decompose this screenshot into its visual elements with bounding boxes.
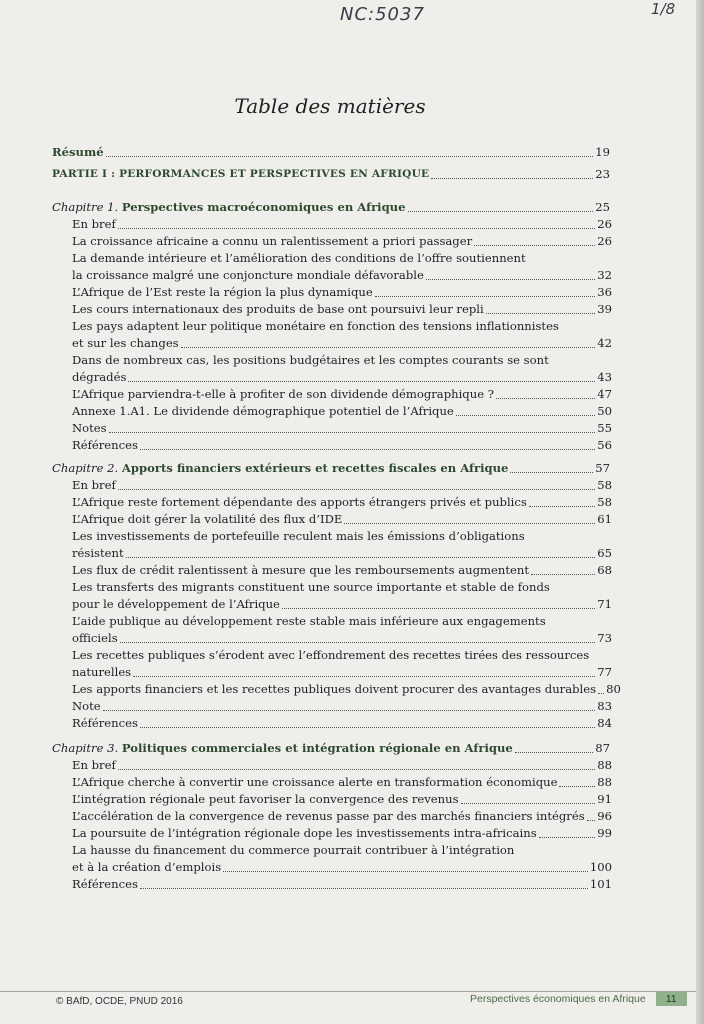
footer-publication [470, 992, 687, 1006]
footer-page-number: 11 [656, 992, 687, 1006]
toc-chapter-1-item-5-page: 39 [597, 302, 612, 316]
toc-chapter-2-item-6-label-line1: Les transferts des migrants constituent une source importante et stable de fonds [72, 580, 550, 594]
toc-chapter-3-item-7-label: Références [72, 877, 138, 891]
toc-chapter-1-item-4-page: 36 [597, 285, 612, 299]
toc-chapter-3-number: Chapitre 3. [52, 741, 119, 755]
toc-chapter-1-item-7-leader [128, 381, 595, 382]
toc-chapter-3-item-5 [72, 825, 612, 842]
toc-chapter-1 [52, 199, 610, 216]
toc-chapter-1-item-3-label-line1: La demande intérieure et l’amélioration des conditions de l’offre soutiennent [72, 251, 526, 265]
toc-chapter-2-item-8-leader [133, 676, 595, 677]
toc-partie-1 [52, 166, 610, 183]
toc-chapter-3-item-3 [72, 791, 612, 808]
footer-copyright: © BAfD, OCDE, PNUD 2016 [56, 996, 183, 1007]
toc-chapter-3-item-6-line2 [72, 859, 612, 876]
toc-chapter-2-item-6 [72, 579, 612, 613]
toc-chapter-2-item-11-label: Références [72, 716, 138, 730]
toc-chapter-1-item-5 [72, 301, 612, 318]
toc-chapter-1-item-6-label-line2: et sur les changes [72, 336, 179, 350]
toc-chapter-3-item-6-leader [223, 871, 588, 872]
toc-partie-1-leader [431, 178, 593, 179]
toc-chapter-2-item-10 [72, 698, 612, 715]
toc-chapter-1-item-3 [72, 250, 612, 284]
toc-chapter-3-leader [515, 752, 593, 753]
toc-chapter-2-item-1-label: En bref [72, 478, 116, 492]
toc-chapter-1-item-11-page: 56 [597, 438, 612, 452]
toc-chapter-1-item-2-leader [474, 245, 595, 246]
toc-chapter-3-item-3-leader [461, 803, 596, 804]
toc-chapter-2-item-7-line2 [72, 630, 612, 647]
toc-chapter-1-item-3-label-line2: la croissance malgré une conjoncture mondiale défavorable [72, 268, 424, 282]
toc-chapter-3 [52, 740, 610, 757]
toc-chapter-1-item-10-leader [109, 432, 596, 433]
toc-chapter-2-item-3-page: 61 [597, 512, 612, 526]
toc-chapter-2 [52, 460, 610, 477]
toc-chapter-1-item-2 [72, 233, 612, 250]
toc-chapter-3-item-4 [72, 808, 612, 825]
toc-chapter-2-item-8-label-line1: Les recettes publiques s’érodent avec l’effondrement des recettes tirées des ressources [72, 648, 590, 662]
toc-chapter-2-item-4-line2 [72, 545, 612, 562]
toc-chapter-1-item-2-label: La croissance africaine a connu un ralentissement a priori passager [72, 234, 473, 248]
toc-chapter-1-item-6-line2 [72, 335, 612, 352]
toc-chapter-1-item-10-label: Notes [72, 421, 107, 435]
toc-chapter-1-item-11-leader [140, 449, 595, 450]
toc-chapter-1-item-5-label: Les cours internationaux des produits de base ont poursuivi leur repli [72, 302, 484, 316]
toc-chapter-2-item-2 [72, 494, 612, 511]
toc-chapter-1-item-1-leader [118, 228, 596, 229]
handwritten-sheet-number: 1/8 [651, 0, 676, 18]
toc-chapter-2-item-7-leader [120, 642, 596, 643]
toc-chapter-2-item-5-page: 68 [597, 563, 612, 577]
toc-chapter-2-item-11-page: 84 [597, 716, 612, 730]
toc-chapter-3-item-3-page: 91 [597, 792, 612, 806]
toc-chapter-3-item-6-label-line1: La hausse du financement du commerce pourrait contribuer à l’intégration [72, 843, 515, 857]
toc-partie-1-page: 23 [595, 167, 610, 181]
toc-chapter-1-item-1-page: 26 [597, 217, 612, 231]
toc-chapter-1-item-9-page: 50 [597, 404, 612, 418]
toc-chapter-2-item-7-label-line1: L’aide publique au développement reste stable mais inférieure aux engagements [72, 614, 546, 628]
toc-chapter-1-item-7-label-line1: Dans de nombreux cas, les positions budgétaires et les comptes courants se sont [72, 353, 549, 367]
toc-chapter-3-item-5-leader [539, 837, 596, 838]
toc-chapter-2-item-11 [72, 715, 612, 732]
toc-chapter-3-item-2-page: 88 [597, 775, 612, 789]
toc-chapter-1-item-6-leader [181, 347, 596, 348]
toc-chapter-3-item-7 [72, 876, 612, 893]
toc-partie-1-label: PARTIE I : PERFORMANCES ET PERSPECTIVES EN AFRIQUE [52, 168, 430, 180]
toc-chapter-2-item-9-label: Les apports financiers et les recettes publiques doivent procurer des avantages durables [72, 682, 597, 696]
toc-chapter-3-item-2 [72, 774, 612, 791]
toc-resume-page: 19 [595, 145, 610, 159]
toc-chapter-2-item-2-label: L’Afrique reste fortement dépendante des apports étrangers privés et publics [72, 495, 527, 509]
page-title: Table des matières [234, 94, 426, 118]
toc-chapter-3-item-5-label: La poursuite de l’intégration régionale dope les investissements intra-africains [72, 826, 537, 840]
toc-chapter-1-item-7-line2 [72, 369, 612, 386]
toc-chapter-2-item-4-label-line2: résistent [72, 546, 124, 560]
handwritten-reference: NC:5037 [340, 4, 425, 25]
toc-chapter-1-item-6-label-line1: Les pays adaptent leur politique monétaire en fonction des tensions inflationnistes [72, 319, 559, 333]
toc-chapter-1-item-7-page: 43 [597, 370, 612, 384]
toc-chapter-2-item-8-line2 [72, 664, 612, 681]
toc-chapter-2-item-6-label-line2: pour le développement de l’Afrique [72, 597, 280, 611]
toc-chapter-1-item-11 [72, 437, 612, 454]
toc-chapter-2-item-9-page: 80 [606, 682, 621, 696]
toc-chapter-1-title: Perspectives macroéconomiques en Afrique [121, 200, 406, 214]
toc-chapter-2-number: Chapitre 2. [52, 461, 119, 475]
toc-chapter-3-item-4-leader [587, 820, 596, 821]
toc-chapter-2-item-3 [72, 511, 612, 528]
toc-chapter-2-item-4-leader [126, 557, 596, 558]
toc-chapter-1-item-3-leader [426, 279, 595, 280]
toc-chapter-1-leader [408, 211, 594, 212]
toc-chapter-2-item-5 [72, 562, 612, 579]
toc-chapter-2-item-1-leader [118, 489, 596, 490]
toc-chapter-3-item-5-page: 99 [597, 826, 612, 840]
toc-chapter-2-item-6-line2 [72, 596, 612, 613]
toc-chapter-2-item-7-page: 73 [597, 631, 612, 645]
toc-chapter-3-item-1-leader [118, 769, 596, 770]
toc-chapter-1-item-11-label: Références [72, 438, 138, 452]
toc-chapter-2-item-3-leader [344, 523, 595, 524]
toc-chapter-1-item-8-label: L’Afrique parviendra-t-elle à profiter de son dividende démographique ? [72, 387, 494, 401]
toc-chapter-3-item-1 [72, 757, 612, 774]
toc-chapter-1-item-2-page: 26 [597, 234, 612, 248]
toc-chapter-2-item-10-page: 83 [597, 699, 612, 713]
footer-publication-title: Perspectives économiques en Afrique [470, 993, 646, 1005]
toc-chapter-2-item-6-leader [282, 608, 595, 609]
toc-chapter-3-item-4-label: L’accélération de la convergence de revenus passe par des marchés financiers intégrés [72, 809, 585, 823]
toc-chapter-2-item-2-page: 58 [597, 495, 612, 509]
toc-chapter-2-item-5-leader [531, 574, 595, 575]
toc-chapter-2-item-8-label-line2: naturelles [72, 665, 132, 679]
toc-chapter-2-item-4-page: 65 [597, 546, 612, 560]
toc-resume [52, 144, 610, 161]
toc-chapter-3-page: 87 [595, 741, 610, 755]
toc-chapter-2-item-3-label: L’Afrique doit gérer la volatilité des flux d’IDE [72, 512, 343, 526]
toc-chapter-3-item-2-leader [559, 786, 595, 787]
toc-chapter-3-item-7-page: 101 [589, 877, 612, 891]
toc-chapter-1-page: 25 [595, 200, 610, 214]
toc-chapter-1-item-5-leader [486, 313, 596, 314]
toc-chapter-1-item-8 [72, 386, 612, 403]
toc-chapter-1-item-9 [72, 403, 612, 420]
toc-chapter-3-item-6-page: 100 [589, 860, 612, 874]
toc-chapter-1-item-7-label-line2: dégradés [72, 370, 127, 384]
toc-chapter-1-item-9-leader [456, 415, 595, 416]
toc-chapter-1-item-10-page: 55 [597, 421, 612, 435]
toc-resume-label: Résumé [52, 145, 104, 159]
toc-chapter-2-item-10-label: Note [72, 699, 101, 713]
toc-chapter-2-item-7-label-line2: officiels [72, 631, 118, 645]
toc-chapter-1-item-10 [72, 420, 612, 437]
toc-chapter-2-item-5-label: Les flux de crédit ralentissent à mesure que les remboursements augmentent [72, 563, 529, 577]
toc-chapter-1-number: Chapitre 1. [52, 200, 119, 214]
toc-chapter-1-item-6-page: 42 [597, 336, 612, 350]
toc-chapter-3-item-2-label: L’Afrique cherche à convertir une croissance alerte en transformation économique [72, 775, 558, 789]
toc-chapter-2-item-1-page: 58 [597, 478, 612, 492]
toc-chapter-2-item-2-leader [529, 506, 595, 507]
toc-chapter-2-item-7 [72, 613, 612, 647]
toc-chapter-1-item-3-line2 [72, 267, 612, 284]
toc-chapter-2-item-1 [72, 477, 612, 494]
toc-chapter-1-item-1 [72, 216, 612, 233]
toc-chapter-3-item-6-label-line2: et à la création d’emplois [72, 860, 222, 874]
toc-chapter-2-item-4 [72, 528, 612, 562]
toc-chapter-1-item-8-page: 47 [597, 387, 612, 401]
toc-chapter-3-item-4-page: 96 [597, 809, 612, 823]
toc-chapter-2-item-11-leader [140, 727, 595, 728]
toc-chapter-3-title: Politiques commerciales et intégration régionale en Afrique [121, 741, 513, 755]
toc-chapter-2-title: Apports financiers extérieurs et recettes fiscales en Afrique [121, 461, 509, 475]
toc-chapter-1-item-4-label: L’Afrique de l’Est reste la région la plus dynamique [72, 285, 373, 299]
toc-chapter-2-page: 57 [595, 461, 610, 475]
toc-chapter-1-item-9-label: Annexe 1.A1. Le dividende démographique potentiel de l’Afrique [72, 404, 454, 418]
toc-chapter-1-item-1-label: En bref [72, 217, 116, 231]
toc-chapter-1-item-4 [72, 284, 612, 301]
toc-chapter-2-item-9-leader [598, 693, 604, 694]
toc-chapter-1-item-8-leader [496, 398, 595, 399]
toc-chapter-3-item-3-label: L’intégration régionale peut favoriser la convergence des revenus [72, 792, 459, 806]
toc-chapter-1-item-7 [72, 352, 612, 386]
toc-chapter-1-item-3-page: 32 [597, 268, 612, 282]
toc-chapter-2-item-9 [72, 681, 621, 698]
toc-chapter-2-item-4-label-line1: Les investissements de portefeuille reculent mais les émissions d’obligations [72, 529, 525, 543]
toc-chapter-2-item-6-page: 71 [597, 597, 612, 611]
toc-chapter-3-item-1-page: 88 [597, 758, 612, 772]
toc-chapter-3-item-7-leader [140, 888, 588, 889]
toc-chapter-2-leader [510, 472, 593, 473]
toc-resume-leader [106, 156, 594, 157]
toc-chapter-3-item-6 [72, 842, 612, 876]
toc-chapter-2-item-8 [72, 647, 612, 681]
page-edge [696, 0, 704, 1024]
toc-chapter-1-item-6 [72, 318, 612, 352]
toc-chapter-1-item-4-leader [375, 296, 596, 297]
toc-chapter-3-item-1-label: En bref [72, 758, 116, 772]
toc-chapter-2-item-10-leader [103, 710, 596, 711]
toc-chapter-2-item-8-page: 77 [597, 665, 612, 679]
